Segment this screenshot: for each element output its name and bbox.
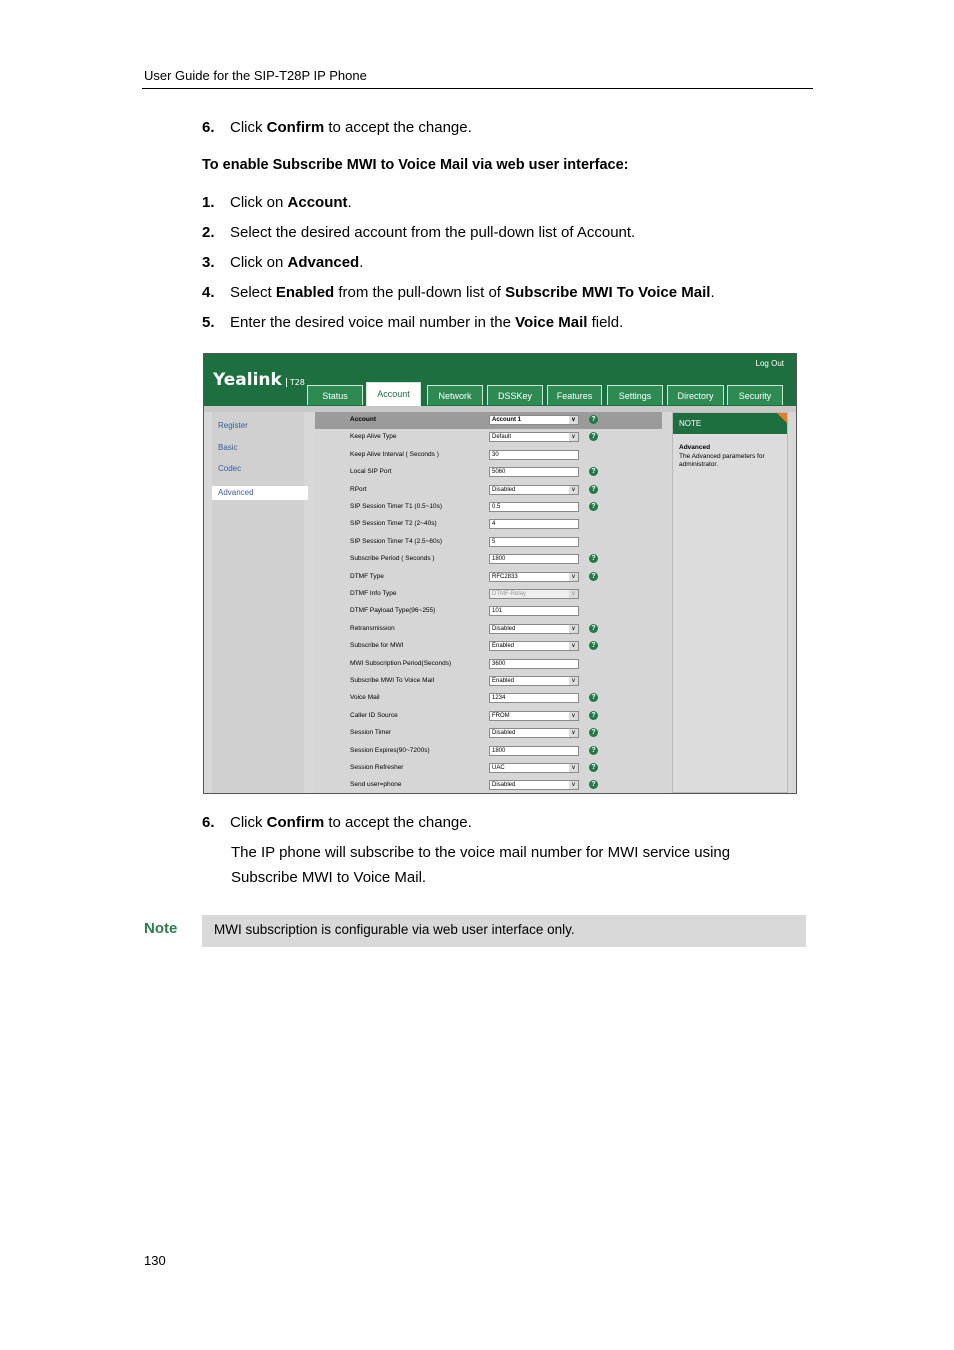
tab-settings[interactable]: Settings bbox=[607, 385, 663, 405]
step-number: 6. bbox=[202, 119, 215, 136]
note-panel-subtitle: Advanced bbox=[679, 444, 711, 451]
setting-row bbox=[315, 777, 662, 794]
setting-label: DTMF Type bbox=[350, 572, 384, 580]
setting-select[interactable]: Disabled ∨ bbox=[489, 780, 579, 790]
step-post: . bbox=[347, 194, 352, 211]
setting-select[interactable]: RFC2833 ∨ bbox=[489, 572, 579, 582]
setting-label: Retransmission bbox=[350, 624, 395, 632]
step-text: Click bbox=[230, 814, 267, 831]
setting-input[interactable]: 0.5 bbox=[489, 502, 579, 512]
note-panel bbox=[672, 412, 788, 793]
help-icon[interactable]: ? bbox=[589, 572, 598, 581]
setting-label: Account bbox=[350, 416, 376, 423]
setting-row bbox=[315, 725, 662, 742]
step-item bbox=[202, 284, 715, 301]
setting-input[interactable]: 1800 bbox=[489, 554, 579, 564]
step-item bbox=[202, 314, 623, 331]
setting-row bbox=[315, 621, 662, 638]
help-icon[interactable]: ? bbox=[589, 780, 598, 789]
setting-label: Subscribe MWI To Voice Mail bbox=[350, 677, 435, 684]
step-6-top bbox=[202, 119, 472, 136]
step-post: . bbox=[359, 254, 364, 271]
setting-label: RPort bbox=[350, 485, 367, 493]
tab-network[interactable]: Network bbox=[427, 385, 483, 405]
tab-directory[interactable]: Directory bbox=[667, 385, 724, 405]
help-icon[interactable]: ? bbox=[589, 728, 598, 737]
setting-row bbox=[315, 464, 662, 481]
step-post: field. bbox=[587, 314, 624, 331]
setting-row bbox=[315, 586, 662, 603]
step-pre: Select the desired account from the pull-down list of Account. bbox=[230, 224, 636, 241]
setting-row bbox=[315, 447, 662, 464]
step-text: Click bbox=[230, 119, 267, 136]
help-icon[interactable]: ? bbox=[589, 485, 598, 494]
setting-select[interactable]: FROM ∨ bbox=[489, 711, 579, 721]
corner-marker-icon bbox=[777, 413, 787, 423]
step-6-bottom bbox=[202, 814, 472, 831]
setting-label: Session Expires(90~7200s) bbox=[350, 746, 430, 754]
step-bold: Confirm bbox=[266, 814, 325, 831]
step-pre: Click on bbox=[230, 254, 288, 271]
setting-row bbox=[315, 656, 662, 673]
help-icon[interactable]: ? bbox=[589, 467, 598, 476]
note-text: MWI subscription is configurable via web user interface only. bbox=[214, 922, 575, 937]
header-rule bbox=[142, 88, 813, 89]
step-num: 2. bbox=[202, 224, 215, 241]
help-icon[interactable]: ? bbox=[589, 432, 598, 441]
setting-label: Subscribe for MWI bbox=[350, 642, 404, 650]
step-pre: Select bbox=[230, 284, 276, 301]
tab-account[interactable]: Account bbox=[366, 382, 421, 406]
step-item bbox=[202, 224, 635, 241]
setting-input[interactable]: 5060 bbox=[489, 467, 579, 477]
setting-row bbox=[315, 603, 662, 620]
step-number: 6. bbox=[202, 814, 215, 831]
setting-row bbox=[315, 673, 662, 690]
help-icon[interactable]: ? bbox=[589, 693, 598, 702]
note-panel-body: The Advanced parameters for administrator. bbox=[679, 453, 765, 468]
setting-row bbox=[315, 708, 662, 725]
note-box bbox=[202, 915, 806, 947]
setting-label: Subscribe Period ( Seconds ) bbox=[350, 555, 435, 563]
setting-label: MWI Subscription Period(Seconds) bbox=[350, 659, 452, 667]
logout-link[interactable]: Log Out bbox=[755, 359, 784, 368]
tab-security[interactable]: Security bbox=[727, 385, 783, 405]
setting-row bbox=[315, 551, 662, 568]
step-text-end: to accept the change. bbox=[324, 119, 472, 136]
setting-label: Keep Alive Interval ( Seconds ) bbox=[350, 450, 439, 458]
step-pre: Click on bbox=[230, 194, 288, 211]
setting-label: SIP Session Timer T4 (2.5~60s) bbox=[350, 537, 443, 545]
setting-row bbox=[315, 482, 662, 499]
help-icon[interactable]: ? bbox=[589, 624, 598, 633]
help-icon[interactable]: ? bbox=[589, 415, 598, 424]
setting-row bbox=[315, 412, 662, 429]
setting-select[interactable]: UAC ∨ bbox=[489, 763, 579, 773]
result-paragraph: The IP phone will subscribe to the voice mail number for MWI service using Subscribe MWI to Voice Mail. bbox=[231, 844, 731, 886]
help-icon[interactable]: ? bbox=[589, 711, 598, 720]
step-bold: Enabled bbox=[275, 284, 335, 301]
setting-select: DTMF-Relay ∨ bbox=[489, 589, 579, 599]
setting-row bbox=[315, 690, 662, 707]
setting-label: Keep Alive Type bbox=[350, 433, 397, 441]
setting-label: Local SIP Port bbox=[350, 468, 392, 476]
setting-input[interactable]: 101 bbox=[489, 606, 579, 616]
tab-features[interactable]: Features bbox=[547, 385, 602, 405]
note-panel-header: NOTE bbox=[673, 413, 787, 434]
setting-label: Session Timer bbox=[350, 729, 392, 737]
setting-label: DTMF Payload Type(96~255) bbox=[350, 607, 436, 615]
step-bold: Advanced bbox=[287, 254, 360, 271]
setting-row bbox=[315, 429, 662, 446]
settings-form bbox=[315, 412, 668, 793]
step-num: 1. bbox=[202, 194, 215, 211]
setting-label: SIP Session Timer T1 (0.5~10s) bbox=[350, 503, 443, 510]
help-icon[interactable]: ? bbox=[589, 554, 598, 563]
sidebar-item-register[interactable]: Register bbox=[218, 421, 248, 430]
setting-label: Send user=phone bbox=[350, 781, 402, 789]
step-text-end: to accept the change. bbox=[324, 814, 472, 831]
setting-select[interactable]: Enabled ∨ bbox=[489, 641, 579, 651]
step-bold: Confirm bbox=[266, 119, 325, 136]
setting-select[interactable]: Disabled ∨ bbox=[489, 485, 579, 495]
step-item bbox=[202, 254, 363, 271]
setting-input[interactable]: 1800 bbox=[489, 746, 579, 756]
sidebar-item-basic[interactable]: Basic bbox=[218, 442, 238, 452]
setting-select[interactable]: Enabled ∨ bbox=[489, 676, 579, 686]
setting-input[interactable]: 30 bbox=[489, 450, 579, 460]
setting-label: Voice Mail bbox=[350, 694, 380, 702]
setting-input[interactable]: 5 bbox=[489, 537, 579, 547]
setting-label: Session Refresher bbox=[350, 764, 404, 771]
step-post2: . bbox=[710, 284, 715, 301]
procedure-title: To enable Subscribe MWI to Voice Mail via web user interface: bbox=[202, 157, 629, 173]
step-bold2: Subscribe MWI To Voice Mail bbox=[505, 284, 711, 301]
setting-select[interactable]: Disabled ∨ bbox=[489, 728, 579, 738]
step-post: from the pull-down list of bbox=[334, 284, 506, 301]
setting-row bbox=[315, 638, 662, 655]
setting-row bbox=[315, 760, 662, 777]
step-num: 3. bbox=[202, 254, 215, 271]
tab-dsskey[interactable]: DSSKey bbox=[487, 385, 543, 405]
setting-select[interactable]: Account 1 ∨ bbox=[489, 415, 579, 425]
help-icon[interactable]: ? bbox=[589, 502, 598, 511]
step-pre: Enter the desired voice mail number in the bbox=[230, 314, 516, 331]
help-icon[interactable]: ? bbox=[589, 746, 598, 755]
setting-label: SIP Session Timer T2 (2~40s) bbox=[350, 520, 437, 528]
setting-label: Caller ID Source bbox=[350, 711, 398, 719]
setting-row bbox=[315, 516, 662, 533]
step-num: 5. bbox=[202, 314, 215, 331]
yealink-logo: Yealink T28 bbox=[213, 370, 305, 390]
page-number: 130 bbox=[144, 1253, 166, 1268]
step-num: 4. bbox=[202, 284, 215, 301]
tab-status[interactable]: Status bbox=[307, 385, 363, 405]
setting-row bbox=[315, 499, 662, 516]
setting-label: DTMF Info Type bbox=[350, 590, 397, 597]
help-icon[interactable]: ? bbox=[589, 641, 598, 650]
setting-select[interactable]: Disabled ∨ bbox=[489, 624, 579, 634]
setting-select[interactable]: Default ∨ bbox=[489, 432, 579, 442]
web-ui-screenshot bbox=[203, 353, 797, 794]
step-bold: Voice Mail bbox=[515, 314, 588, 331]
setting-row bbox=[315, 534, 662, 551]
setting-input[interactable]: 3600 bbox=[489, 659, 579, 669]
running-header: User Guide for the SIP-T28P IP Phone bbox=[144, 68, 367, 83]
note-label: Note bbox=[144, 920, 178, 937]
setting-row bbox=[315, 569, 662, 586]
setting-input[interactable]: 1234 bbox=[489, 693, 579, 703]
step-bold: Account bbox=[287, 194, 348, 211]
sidebar-item-codec[interactable]: Codec bbox=[218, 464, 242, 473]
setting-row bbox=[315, 743, 662, 760]
help-icon[interactable]: ? bbox=[589, 763, 598, 772]
setting-input[interactable]: 4 bbox=[489, 519, 579, 529]
sidebar-item-advanced[interactable]: Advanced bbox=[212, 486, 308, 500]
step-item bbox=[202, 194, 352, 211]
